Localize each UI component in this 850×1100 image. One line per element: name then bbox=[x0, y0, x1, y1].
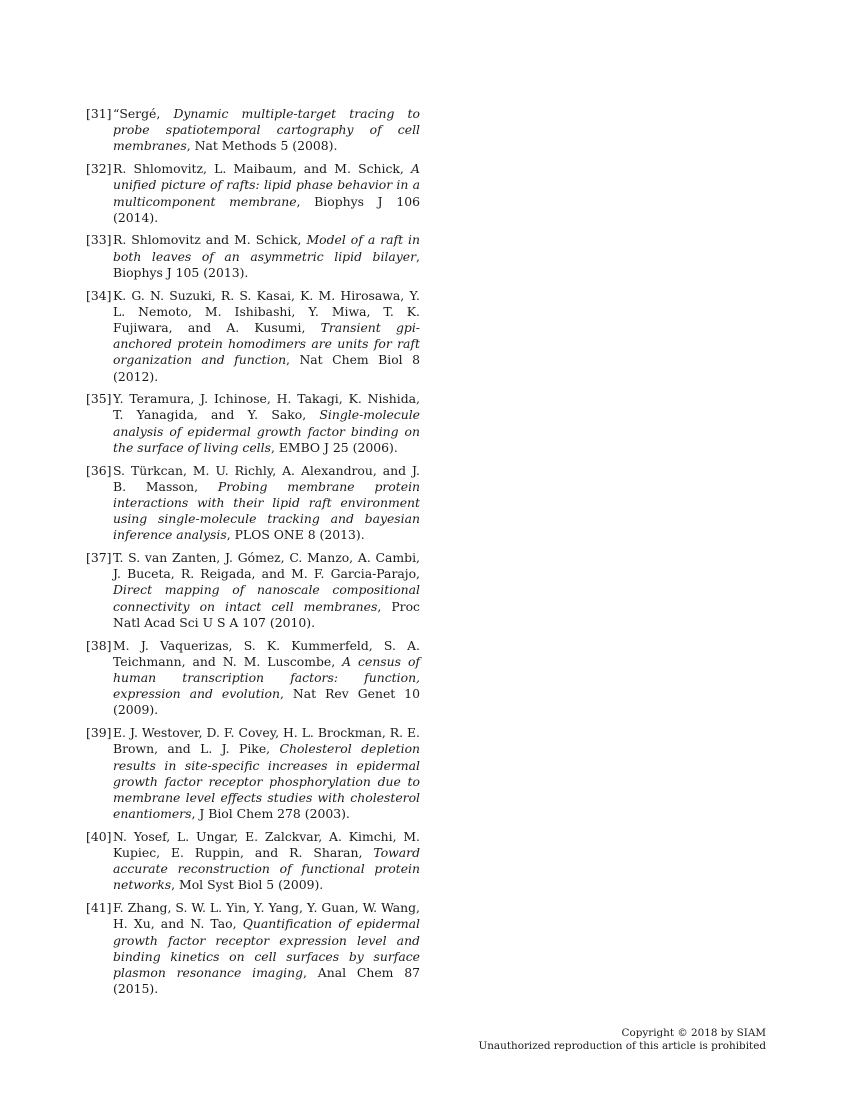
reference-title: Dynamic multiple-target tracing to probe spatiotemporal cartography of cell membranes bbox=[113, 106, 420, 154]
reference-item bbox=[86, 161, 420, 226]
reference-authors: K. G. N. Suzuki, R. S. Kasai, K. M. Hirosawa, Y. L. Nemoto, M. Ishibashi, Y. Miwa, T. K. Fujiwara, and A. Kusumi, bbox=[113, 287, 420, 335]
reference-number: [35] bbox=[86, 391, 112, 407]
reproduction-notice: Unauthorized reproduction of this article is prohibited bbox=[478, 1040, 766, 1052]
reference-title: Probing membrane protein interactions with their lipid raft environment using single-molecule tracking and bayesian inference analysis bbox=[113, 478, 421, 543]
reference-authors: R. Shlomovitz, L. Maibaum, and M. Schick, bbox=[113, 161, 412, 177]
reference-authors: S. Türkcan, M. U. Richly, A. Alexandrou, and J. B. Masson, bbox=[113, 462, 420, 494]
reference-title: A unified picture of rafts: lipid phase behavior in a multicomponent membrane bbox=[113, 161, 420, 209]
reference-title: Toward accurate reconstruction of functional protein networks bbox=[113, 845, 420, 893]
reference-source: , Nat Methods 5 (2008). bbox=[186, 138, 338, 154]
reference-number: [32] bbox=[86, 161, 112, 177]
reference-number: [39] bbox=[86, 725, 112, 741]
reference-item bbox=[86, 900, 420, 997]
reference-title: A census of human transcription factors: function, expression and evolution bbox=[113, 653, 421, 702]
reference-source: , Nat Rev Genet 10 (2009). bbox=[113, 686, 420, 718]
reference-title: Single-molecule analysis of epidermal growth factor binding on the surface of living cells bbox=[113, 407, 420, 455]
reference-item bbox=[86, 288, 420, 385]
reference-item bbox=[86, 106, 420, 155]
reference-number: [36] bbox=[86, 462, 112, 478]
reference-number: [33] bbox=[86, 232, 112, 248]
reference-source: , Mol Syst Biol 5 (2009). bbox=[171, 877, 324, 893]
reference-title: Quantification of epidermal growth factor receptor expression level and binding kinetics on cell surfaces by surface plasmon resonance imaging bbox=[113, 916, 420, 980]
reference-item bbox=[86, 391, 420, 456]
reference-title: Transient gpi-anchored protein homodimers are units for raft organization and function bbox=[113, 319, 420, 368]
reference-authors: N. Yosef, L. Ungar, E. Zalckvar, A. Kimchi, M. Kupiec, E. Ruppin, and R. Sharan, bbox=[113, 828, 420, 861]
copyright-line: Copyright © 2018 by SIAM bbox=[621, 1027, 766, 1039]
reference-item bbox=[86, 232, 420, 281]
reference-item bbox=[86, 725, 420, 822]
reference-item bbox=[86, 550, 420, 631]
reference-source: , Biophys J 106 (2014). bbox=[113, 193, 421, 225]
reference-source: , Anal Chem 87 (2015). bbox=[113, 964, 420, 997]
reference-authors: R. Shlomovitz and M. Schick, bbox=[113, 232, 307, 248]
reference-source: , EMBO J 25 (2006). bbox=[270, 439, 398, 455]
reference-authors: “Sergé, bbox=[113, 106, 174, 121]
reference-number: [40] bbox=[86, 828, 112, 844]
reference-title: Direct mapping of nanoscale compositional connectivity on intact cell membranes bbox=[113, 582, 420, 614]
reference-number: [31] bbox=[86, 106, 112, 121]
reference-list bbox=[86, 106, 420, 1004]
reference-item bbox=[86, 638, 420, 719]
reference-number: [37] bbox=[86, 550, 112, 566]
copyright-footer bbox=[478, 1027, 766, 1053]
reference-authors: T. S. van Zanten, J. Gómez, C. Manzo, A. Cambi, J. Buceta, R. Reigada, and M. F. Garcia-Parajo, bbox=[113, 550, 420, 582]
reference-source: , Proc Natl Acad Sci U S A 107 (2010). bbox=[113, 598, 420, 630]
reference-number: [34] bbox=[86, 287, 112, 303]
reference-title: Cholesterol depletion results in site-specific increases in epidermal growth factor receptor phosphorylation due to membrane level effects studies with cholesterol enantiomers bbox=[113, 741, 421, 822]
reference-title: Model of a raft in both leaves of an asymmetric lipid bilayer bbox=[113, 232, 420, 264]
reference-source: , J Biol Chem 278 (2003). bbox=[191, 806, 350, 822]
reference-authors: M. J. Vaquerizas, S. K. Kummerfeld, S. A. Teichmann, and N. M. Luscombe, bbox=[113, 637, 420, 669]
reference-authors: F. Zhang, S. W. L. Yin, Y. Yang, Y. Guan, W. Wang, H. Xu, and N. Tao, bbox=[113, 900, 420, 932]
reference-authors: Y. Teramura, J. Ichinose, H. Takagi, K. Nishida, T. Yanagida, and Y. Sako, bbox=[113, 391, 420, 423]
reference-number: [41] bbox=[86, 900, 112, 916]
reference-item bbox=[86, 463, 420, 544]
reference-number: [38] bbox=[86, 637, 112, 653]
reference-item bbox=[86, 829, 420, 894]
reference-source: , Biophys J 105 (2013). bbox=[113, 248, 420, 280]
reference-source: , Nat Chem Biol 8 (2012). bbox=[113, 352, 420, 384]
reference-source: , PLOS ONE 8 (2013). bbox=[226, 527, 365, 543]
reference-authors: E. J. Westover, D. F. Covey, H. L. Brockman, R. E. Brown, and L. J. Pike, bbox=[113, 725, 420, 757]
